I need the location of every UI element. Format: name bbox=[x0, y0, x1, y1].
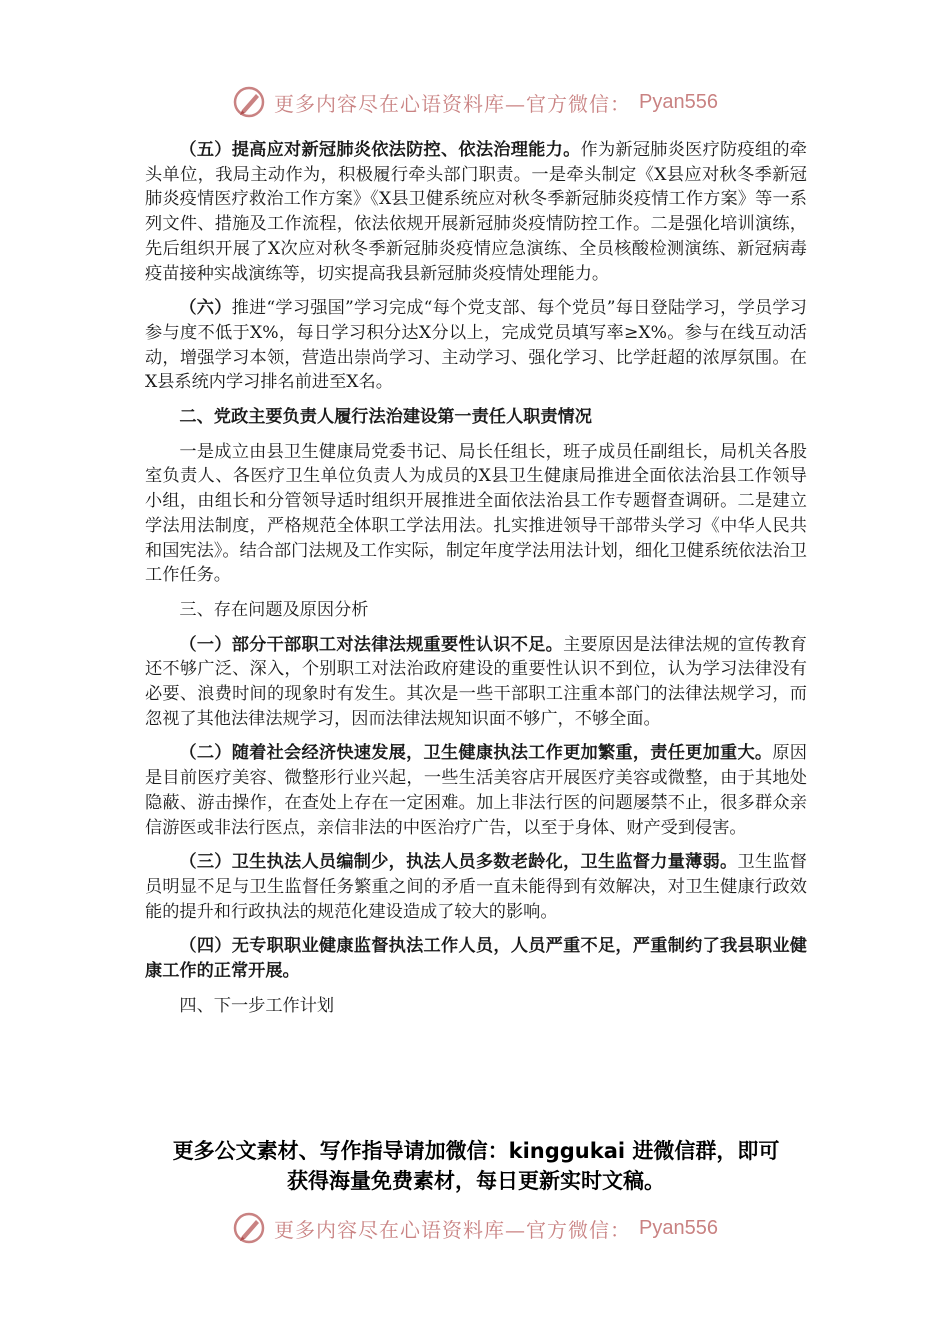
paragraph-problem-3 bbox=[145, 850, 807, 924]
paragraph-leader-duty: 一是成立由县卫生健康局党委书记、局长任组长，班子成员任副组长，局机关各股室负责人、各医疗卫生单位负责人为成员的X县卫生健康局推进全面依法治县工作领导小组，由组长和分管领导适时组织开展推进全面依法治县工作专题督查调研。二是建立学法用法制度，严格规范全体职工学法用法。扎实推进领导干部带头学习《中华人民共和国宪法》。结合部门法规及工作实际，制定年度学法用法计划，细化卫健系统依法治卫工作任务。 bbox=[145, 441, 807, 586]
heading-section-3: 三、存在问题及原因分析 bbox=[179, 599, 369, 620]
paragraph-body: 推进“学习强国”学习完成“每个党支部、每个党员”每日登陆学习，学员学习参与度不低于X%，每日学习积分达X分以上，完成党员填写率≥X%。参与在线互动活动，增强学习本领，营造出崇尚学习、主动学习、强化学习、比学赶超的浓厚氛围。在X县系统内学习排名前进至X名。 bbox=[145, 298, 807, 393]
watermark-wechat-id: Pyan556 bbox=[639, 90, 718, 113]
paragraph-body: 主要原因是法律法规的宣传教育还不够广泛、深入，个别职工对法治政府建设的重要性认识不到位，认为学习法律没有必要、浪费时间的现象时有发生。其次是一些干部职工注重本部门的法律法规学习，而忽视了其他法律法规学习，因而法律法规知识面不够广，不够全面。 bbox=[145, 634, 807, 729]
watermark-text: 更多内容尽在心语资料库—官方微信： bbox=[274, 1217, 632, 1242]
paragraph-problem-4 bbox=[145, 934, 807, 983]
paragraph-lead: （四）无专职职业健康监督执法工作人员，人员严重不足，严重制约了我县职业健康工作的正常开展。 bbox=[145, 936, 807, 982]
watermark-text: 更多内容尽在心语资料库—官方微信： bbox=[274, 91, 632, 116]
watermark-wechat-id: Pyan556 bbox=[639, 1216, 718, 1239]
paragraph-lead: （三）卫生执法人员编制少，执法人员多数老龄化，卫生监督力量薄弱。 bbox=[179, 852, 738, 873]
promo-notice bbox=[145, 1136, 807, 1196]
document-body bbox=[145, 138, 807, 1029]
paragraph-section-6 bbox=[145, 296, 807, 395]
promo-line-1: 更多公文素材、写作指导请加微信：kinggukai 进微信群，即可 bbox=[172, 1139, 780, 1163]
watermark-footer bbox=[0, 1208, 950, 1248]
watermark-header bbox=[0, 82, 950, 122]
pen-logo-icon bbox=[232, 85, 266, 119]
paragraph-body: 原因是目前医疗美容、微整形行业兴起，一些生活美容店开展医疗美容或微整，由于其地处隐蔽、游击操作，在查处上存在一定困难。加上非法行医的问题屡禁不止，很多群众亲信游医或非法行医点，亲信非法的中医治疗广告，以至于身体、财产受到侵害。 bbox=[145, 743, 807, 838]
pen-logo-icon bbox=[232, 1211, 266, 1245]
paragraph-problem-1 bbox=[145, 633, 807, 732]
paragraph-lead: （一）部分干部职工对法律法规重要性认识不足。 bbox=[179, 634, 564, 655]
paragraph-problem-2 bbox=[145, 741, 807, 840]
paragraph-lead: （五）提高应对新冠肺炎依法防控、依法治理能力。 bbox=[179, 140, 581, 160]
paragraph-section-5 bbox=[145, 138, 807, 286]
paragraph-lead: （二）随着社会经济快速发展，卫生健康执法工作更加繁重，责任更加重大。 bbox=[179, 743, 773, 764]
paragraph-lead: （六） bbox=[179, 298, 232, 319]
paragraph-body: 卫生监督员明显不足与卫生监督任务繁重之间的矛盾一直未能得到有效解决，对卫生健康行政效能的提升和行政执法的规范化建设造成了较大的影响。 bbox=[145, 852, 807, 922]
heading-section-4: 四、下一步工作计划 bbox=[179, 995, 335, 1016]
paragraph-body: 作为新冠肺炎医疗防疫组的牵头单位，我局主动作为，积极履行牵头部门职责。一是牵头制定《X县应对秋冬季新冠肺炎疫情医疗救治工作方案》《X县卫健系统应对秋冬季新冠肺炎疫情工作方案》等一系列文件、措施及工作流程，依法依规开展新冠肺炎疫情防控工作。二是强化培训演练，先后组织开展了X次应对秋冬季新冠肺炎疫情应急演练、全员核酸检测演练、新冠病毒疫苗接种实战演练等，切实提高我县新冠肺炎疫情处理能力。 bbox=[145, 140, 807, 284]
promo-line-2: 获得海量免费素材，每日更新实时文稿。 bbox=[287, 1169, 665, 1193]
heading-section-2: 二、党政主要负责人履行法治建设第一责任人职责情况 bbox=[179, 407, 592, 428]
